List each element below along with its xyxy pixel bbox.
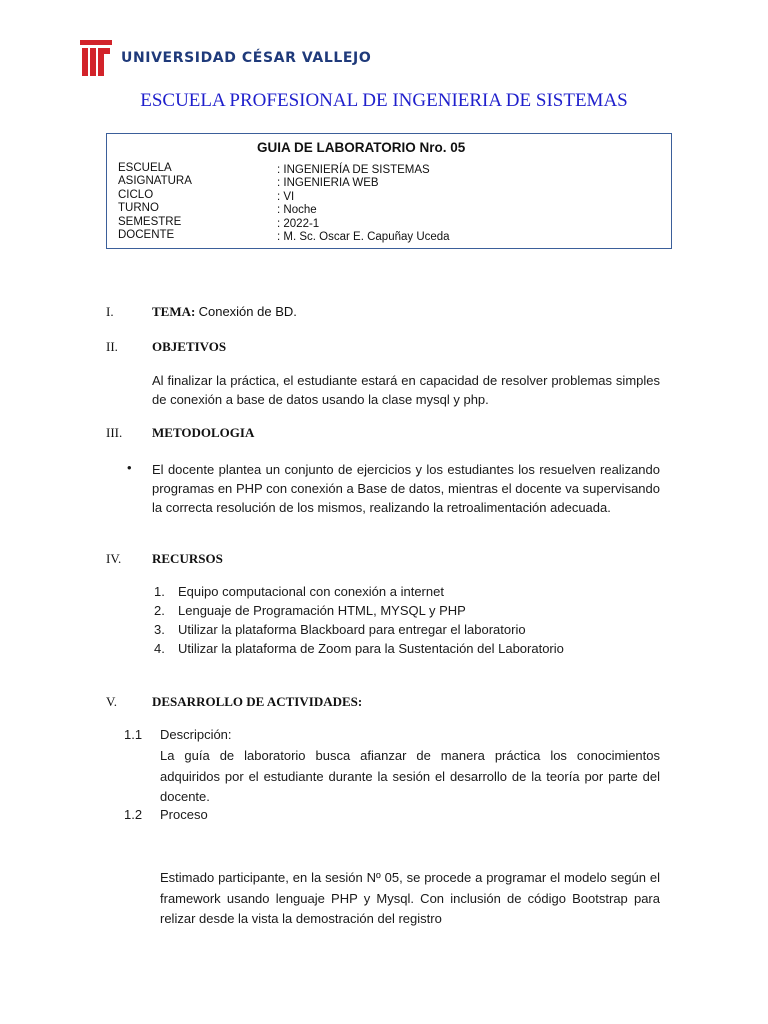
list-number: 2. — [154, 603, 165, 618]
section-heading — [152, 425, 254, 441]
school-title: ESCUELA PROFESIONAL DE INGENIERIA DE SISTEMAS — [140, 90, 628, 111]
tema-text: Conexión de BD. — [198, 304, 297, 319]
section-heading — [152, 339, 226, 355]
info-label: ASIGNATURA — [118, 175, 192, 188]
section-heading — [152, 694, 362, 710]
metodologia-text: El docente plantea un conjunto de ejercicios y los estudiantes los resuelven realizando programas en PHP con conexión a Base de datos, mientras el docente va supervisando la correcta resolución de los mismos, realizando la retroalimentación adecuada. — [152, 462, 660, 515]
section-title: METODOLOGIA — [152, 425, 255, 440]
descripcion-text: La guía de laboratorio busca afianzar de manera práctica los conocimientos adquiridos por el estudiante durante la sesión el desarrollo de la teoría por parte del docente. — [160, 748, 660, 804]
list-text: Lenguaje de Programación HTML, MYSQL y PHP — [178, 603, 466, 618]
info-box — [106, 133, 672, 249]
info-value: : INGENIERÍA DE SISTEMAS — [277, 164, 430, 176]
section-number: IV. — [106, 551, 122, 566]
info-value: : INGENIERIA WEB — [277, 177, 379, 190]
objetivos-text: Al finalizar la práctica, el estudiante estará en capacidad de resolver problemas simples de conexión a base de datos usando la clase mysql y php. — [152, 373, 660, 407]
section-title: DESARROLLO DE ACTIVIDADES: — [152, 694, 363, 709]
guide-title: GUIA DE LABORATORIO Nro. 05 — [257, 140, 466, 155]
list-number: 3. — [154, 622, 165, 637]
info-label: DOCENTE — [118, 228, 175, 241]
info-value: : Noche — [277, 204, 317, 217]
section-number: I. — [106, 304, 114, 319]
info-values — [277, 164, 450, 244]
ucv-emblem-icon — [79, 38, 113, 78]
info-value: : M. Sc. Oscar E. Capuñay Uceda — [277, 230, 450, 243]
info-labels — [118, 162, 192, 242]
section-number: V. — [106, 694, 117, 709]
section-heading — [152, 304, 297, 320]
info-label: TURNO — [118, 202, 159, 215]
info-value: : 2022-1 — [277, 217, 320, 230]
university-logo — [79, 38, 371, 78]
list-number: 1. — [154, 584, 165, 599]
section-heading — [152, 551, 223, 567]
info-label: SEMESTRE — [118, 215, 182, 228]
section-number: III. — [106, 425, 123, 440]
info-value: : VI — [277, 190, 295, 203]
university-name: UNIVERSIDAD CÉSAR VALLEJO — [121, 50, 372, 66]
list-text: Utilizar la plataforma de Zoom para la Sustentación del Laboratorio — [178, 641, 564, 656]
section-title: OBJETIVOS — [152, 339, 227, 354]
list-number: 4. — [154, 641, 165, 656]
list-text: Equipo computacional con conexión a internet — [178, 584, 444, 599]
subsection-title: Proceso — [160, 807, 208, 822]
subsection-number: 1.1 — [124, 727, 143, 742]
info-label: CICLO — [118, 188, 154, 201]
list-text: Utilizar la plataforma Blackboard para entregar el laboratorio — [178, 622, 526, 637]
proceso-paragraph: Estimado participante, en la sesión Nº 05, se procede a programar el modelo según el framework usando lenguaje PHP y Mysql. Con inclusión de código Bootstrap para relizar desde la vista la demostración del registro — [160, 870, 660, 926]
bullet-marker: • — [127, 460, 132, 475]
subsection-title: Descripción: — [160, 727, 232, 742]
info-label: ESCUELA — [118, 162, 172, 174]
section-title: TEMA: — [152, 304, 196, 319]
subsection-number: 1.2 — [124, 807, 143, 822]
section-title: RECURSOS — [152, 551, 223, 566]
section-number: II. — [106, 339, 118, 354]
